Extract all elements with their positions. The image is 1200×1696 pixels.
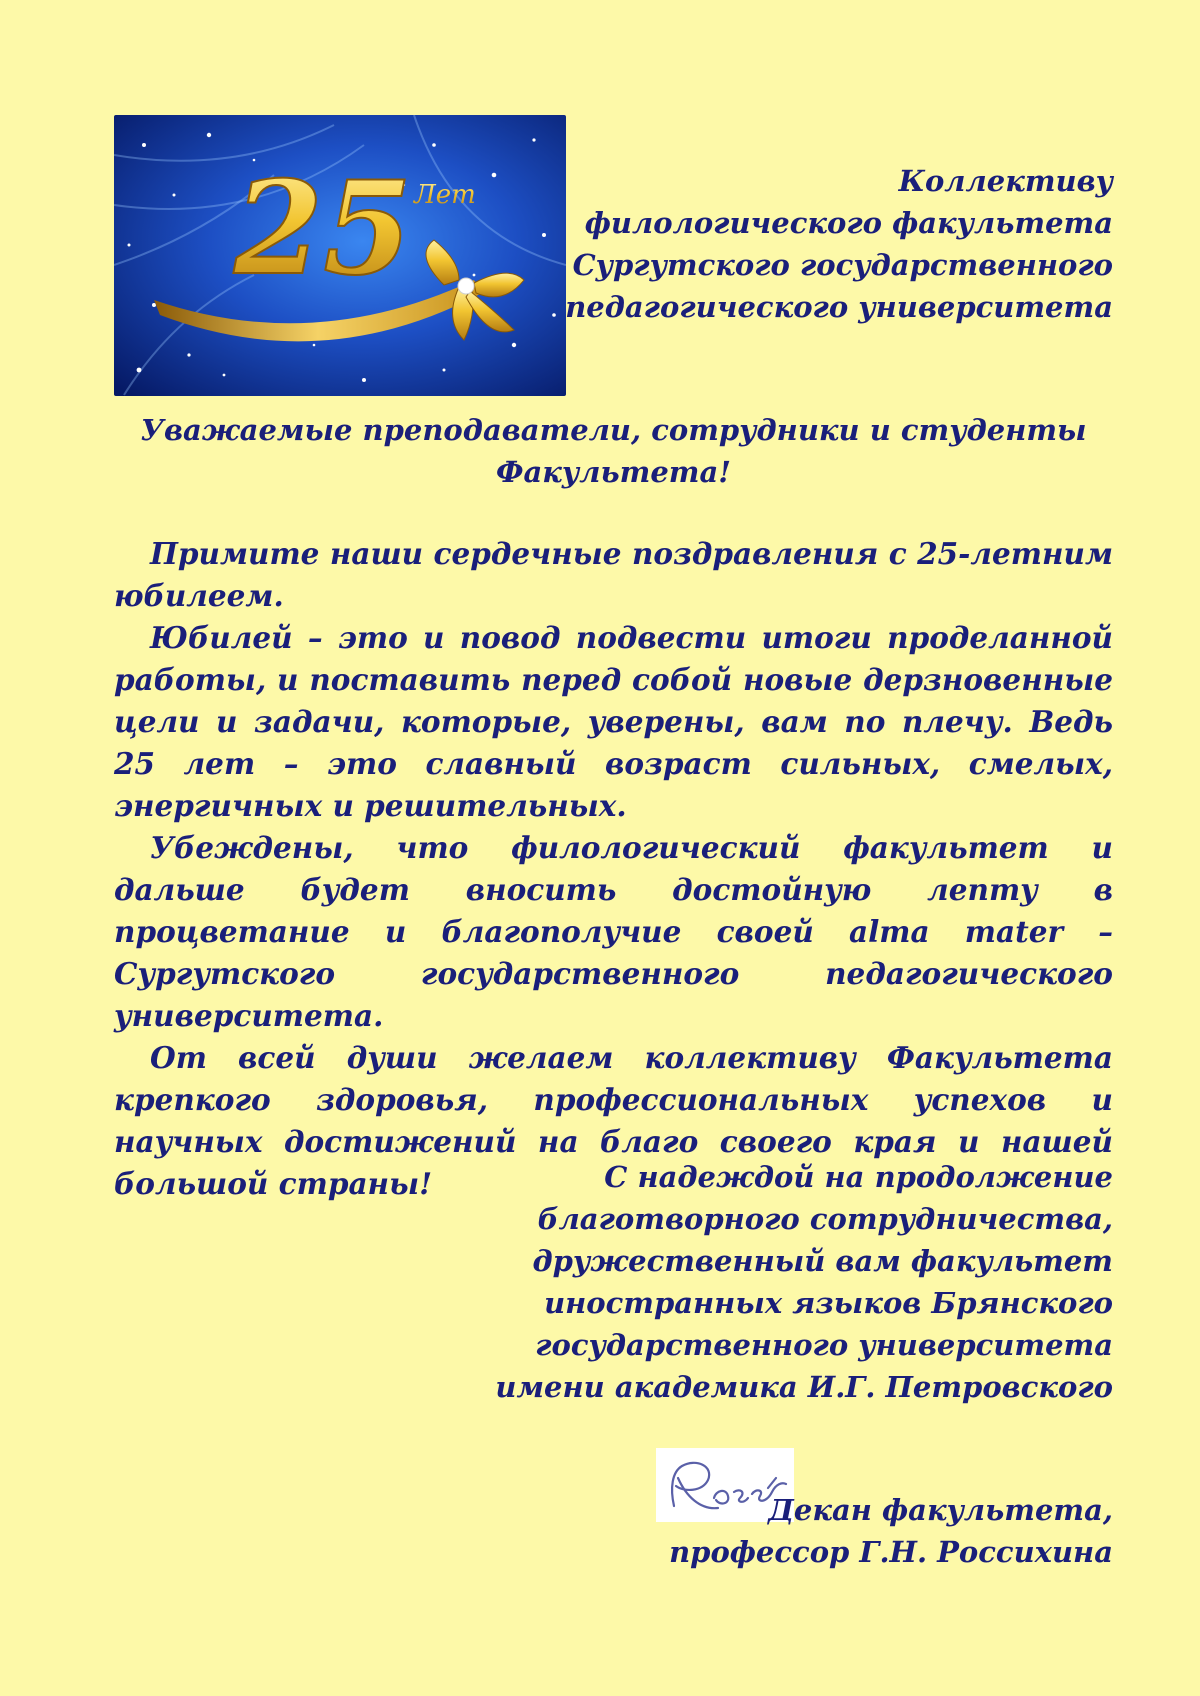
closing-line: имени академика И.Г. Петровского <box>495 1370 1113 1404</box>
closing-block <box>473 1156 1113 1408</box>
closing-line: благотворного сотрудничества, <box>537 1202 1113 1236</box>
closing-line: иностранных языков Брянского <box>544 1286 1113 1320</box>
addressee-line: филологического факультета <box>584 206 1113 240</box>
addressee-line: Коллективу <box>898 164 1113 198</box>
closing-line: С надеждой на продолжение <box>604 1160 1113 1194</box>
addressee-block <box>553 160 1113 328</box>
addressee-line: Сургутского государственного <box>572 248 1113 282</box>
anniversary-banner-image <box>114 115 566 396</box>
closing-line: государственного университета <box>535 1328 1113 1362</box>
body-paragraph: Юбилей – это и повод подвести итоги проделанной работы, и поставить перед собой новые дерзновенные цели и задачи, которые, уверены, вам по плечу. Ведь 25 лет – это славный возраст сильных, смелых, энергичных и решительных. <box>114 620 1113 823</box>
banner-word: Лет <box>414 180 476 210</box>
signoff-position: Декан факультета, <box>768 1493 1113 1527</box>
body-paragraph: Убеждены, что филологический факультет и дальше будет вносить достойную лепту в процветание и благополучие своей alma mater – Сургутского государственного педагогического университета. <box>114 830 1113 1033</box>
signoff-name: профессор Г.Н. Россихина <box>669 1535 1113 1569</box>
banner-number: 25 <box>234 154 413 304</box>
addressee-line: педагогического университета <box>565 290 1113 324</box>
letter-body <box>114 533 1113 1205</box>
signoff-block <box>613 1489 1113 1573</box>
salutation: Уважаемые преподаватели, сотрудники и студенты Факультета! <box>140 413 1087 489</box>
body-paragraph: От всей души желаем коллективу Факультета крепкого здоровья, профессиональных успехов и научных достижений на благо своего края и нашей большой страны! <box>114 1040 1113 1201</box>
body-paragraph: Примите наши сердечные поздравления с 25-летним юбилеем. <box>114 536 1113 613</box>
closing-line: дружественный вам факультет <box>532 1244 1113 1278</box>
